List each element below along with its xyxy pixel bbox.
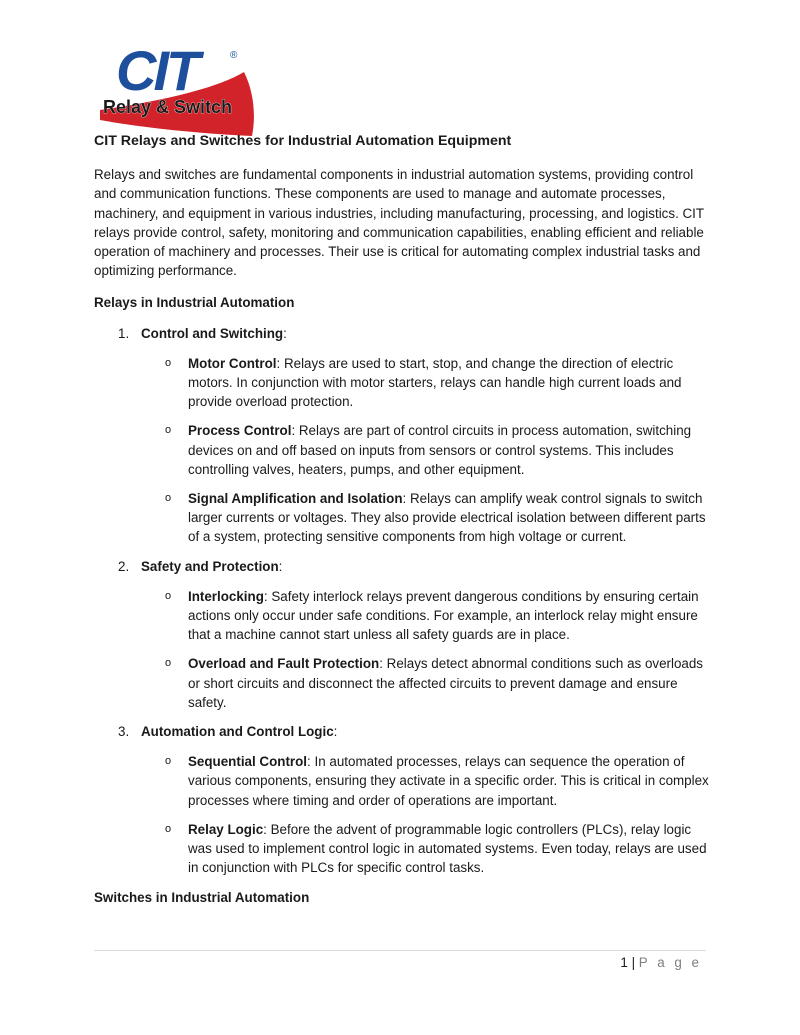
numbered-item-safety-protection	[94, 557, 714, 576]
bullet-interlocking	[94, 587, 714, 645]
numbered-item-control-switching	[94, 324, 714, 343]
bullet-text: : Before the advent of programmable logic controllers (PLCs), relay logic was used to implement control logic in automated systems. Even today, relays are used in conjunction with PLCs for specific control tasks.	[188, 821, 707, 876]
item-colon: :	[333, 724, 338, 740]
bullet-marker: o	[165, 755, 172, 768]
bullet-marker: o	[165, 424, 172, 437]
item-colon: :	[278, 558, 283, 574]
document-body	[94, 132, 714, 918]
page-separator: |	[627, 955, 639, 970]
item-title: Automation and Control Logic	[141, 724, 334, 740]
section-heading-switches: Switches in Industrial Automation	[94, 889, 310, 905]
bullet-signal-amplification	[94, 489, 714, 547]
logo-main-text: CIT	[116, 44, 198, 102]
item-title: Control and Switching	[141, 325, 284, 341]
bullet-term: Interlocking	[188, 588, 264, 604]
item-number: 2.	[118, 558, 130, 574]
item-number: 1.	[118, 325, 130, 341]
bullet-sequential-control	[94, 752, 714, 810]
bullet-term: Sequential Control	[188, 754, 308, 770]
bullet-motor-control	[94, 354, 714, 412]
bullet-marker: o	[165, 822, 172, 835]
bullet-term: Process Control	[188, 423, 292, 439]
bullet-text: : Safety interlock relays prevent dangerous conditions by ensuring certain actions only occur under safe conditions. For example, an interlock relay might ensure that a machine cannot start unless all safety guards are in place.	[188, 588, 699, 643]
bullet-marker: o	[165, 356, 172, 369]
page-number: 1	[620, 955, 628, 970]
bullet-marker: o	[165, 657, 172, 670]
bullet-text: : Relays are part of control circuits in process automation, switching devices on and off based on inputs from sensors or control systems. This includes controlling valves, heaters, pumps, and other equipment.	[188, 423, 692, 477]
section-heading-relays: Relays in Industrial Automation	[94, 295, 295, 311]
logo-sub-text: Relay & Switch	[103, 97, 233, 117]
intro-paragraph: Relays and switches are fundamental components in industrial automation systems, providing control and communication functions. These components are used to manage and automate processes, machinery, and equipment in various industries, including manufacturing, processing, and logistics. CIT relays provide control, safety, monitoring and communication capabilities, enabling efficient and reliable operation of machinery and processes. Their use is critical for automating complex industrial tasks and optimizing performance.	[94, 167, 704, 279]
item-title: Safety and Protection	[141, 558, 279, 574]
cit-logo	[94, 44, 256, 136]
bullet-marker: o	[165, 492, 172, 505]
logo-reg-mark: ®	[230, 50, 238, 61]
bullet-relay-logic	[94, 820, 714, 878]
item-colon: :	[283, 325, 287, 341]
bullet-process-control	[94, 421, 714, 479]
bullet-text: : In automated processes, relays can sequence the operation of various components, ensuring they activate in a specific order. This is critical in complex processes where timing and order of operations are important.	[188, 754, 709, 808]
bullet-text: : Relays can amplify weak control signals to switch larger currents or voltages. They also provide electrical isolation between different parts of a system, protecting sensitive components from high voltage or current.	[188, 491, 706, 545]
item-number: 3.	[118, 724, 130, 740]
page-footer	[620, 955, 702, 970]
page-label: P a g e	[638, 955, 702, 970]
bullet-term: Signal Amplification and Isolation	[188, 491, 403, 507]
bullet-term: Overload and Fault Protection	[188, 656, 380, 672]
bullet-term: Relay Logic	[188, 821, 264, 837]
bullet-text: : Relays are used to start, stop, and change the direction of electric motors. In conjunction with motor starters, relays can handle high current loads and provide overload protection.	[188, 355, 682, 410]
bullet-text: : Relays detect abnormal conditions such as overloads or short circuits and disconnect the affected circuits to prevent damage and ensure safety.	[188, 656, 704, 710]
bullet-overload-fault	[94, 654, 714, 712]
document-title: CIT Relays and Switches for Industrial Automation Equipment	[94, 133, 512, 149]
bullet-marker: o	[165, 589, 172, 602]
numbered-item-automation-logic	[94, 722, 714, 741]
bullet-term: Motor Control	[188, 355, 277, 371]
footer-divider	[94, 950, 706, 951]
